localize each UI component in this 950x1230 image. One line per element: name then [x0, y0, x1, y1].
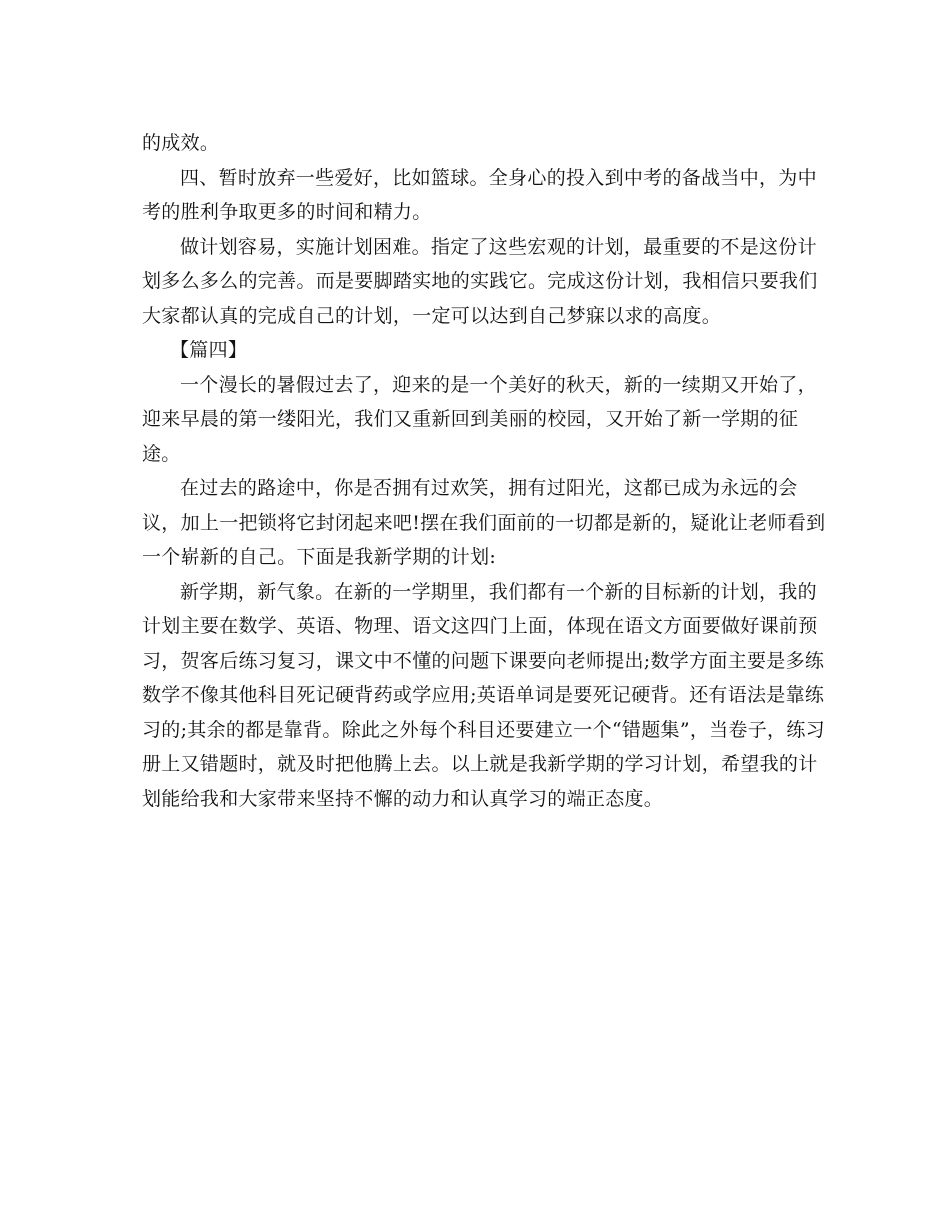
paragraph-past-road: [142, 471, 826, 575]
paragraph-continuation: [142, 126, 806, 161]
text-line: 议，加上一把锁将它封闭起来吧!摆在我们面前的一切都是新的，疑讹让老师看到: [142, 511, 826, 534]
text-line: 的成效。: [142, 132, 220, 154]
text-line: 在过去的路途中，你是否拥有过欢笑，拥有过阳光，这都已成为永远的会: [180, 477, 798, 499]
paragraph-summer-end: [142, 368, 817, 472]
text-line: 计划主要在数学、英语、物理、语文这四门上面，体现在语文方面要做好课前预: [142, 615, 818, 637]
text-line: 迎来早晨的第一缕阳光，我们又重新回到美丽的校园，又开始了新一学期的征: [142, 408, 799, 430]
text-line: 一个崭新的自己。下面是我新学期的计划:: [142, 546, 497, 568]
text-line: 习的;其余的都是靠背。除此之外每个科目还要建立一个“错题集”，当卷子，练习: [142, 718, 825, 741]
section-heading: [142, 333, 806, 368]
paragraph-point-four: [142, 161, 817, 230]
text-line: 做计划容易，实施计划困难。指定了这些宏观的计划，最重要的不是这份计: [180, 235, 817, 258]
paragraph-conclusion: [142, 230, 818, 334]
text-line: 新学期，新气象。在新的一学期里，我们都有一个新的目标新的计划，我的: [180, 580, 817, 603]
text-line: 大家都认真的完成自己的计划，一定可以达到自己梦寐以求的高度。: [142, 304, 722, 327]
section-heading-text: 【篇四】: [170, 339, 248, 361]
text-line: 数学不像其他科目死记硬背药或学应用;英语单词是要死记硬背。还有语法是靠练: [142, 684, 825, 706]
text-line: 四、暂时放弃一些爱好，比如篮球。全身心的投入到中考的备战当中，为中: [180, 166, 817, 189]
text-line: 划多么多么的完善。而是要脚踏实地的实践它。完成这份计划，我相信只要我们: [142, 270, 818, 292]
text-line: 划能给我和大家带来坚持不懈的动力和认真学习的端正态度。: [142, 787, 664, 810]
text-line: 习，贺客后练习复习，课文中不懂的问题下课要向老师提出;数学方面主要是多练: [142, 649, 825, 672]
text-line: 册上又错题时，就及时把他腾上去。以上就是我新学期的学习计划，希望我的计: [142, 753, 818, 775]
text-line: 途。: [142, 442, 181, 465]
text-line: 考的胜利争取更多的时间和精力。: [142, 201, 432, 223]
document-body: [142, 126, 826, 816]
paragraph-new-term-plan: [142, 575, 825, 817]
text-line: 一个漫长的暑假过去了，迎来的是一个美好的秋天，新的一续期又开始了，: [180, 373, 817, 396]
